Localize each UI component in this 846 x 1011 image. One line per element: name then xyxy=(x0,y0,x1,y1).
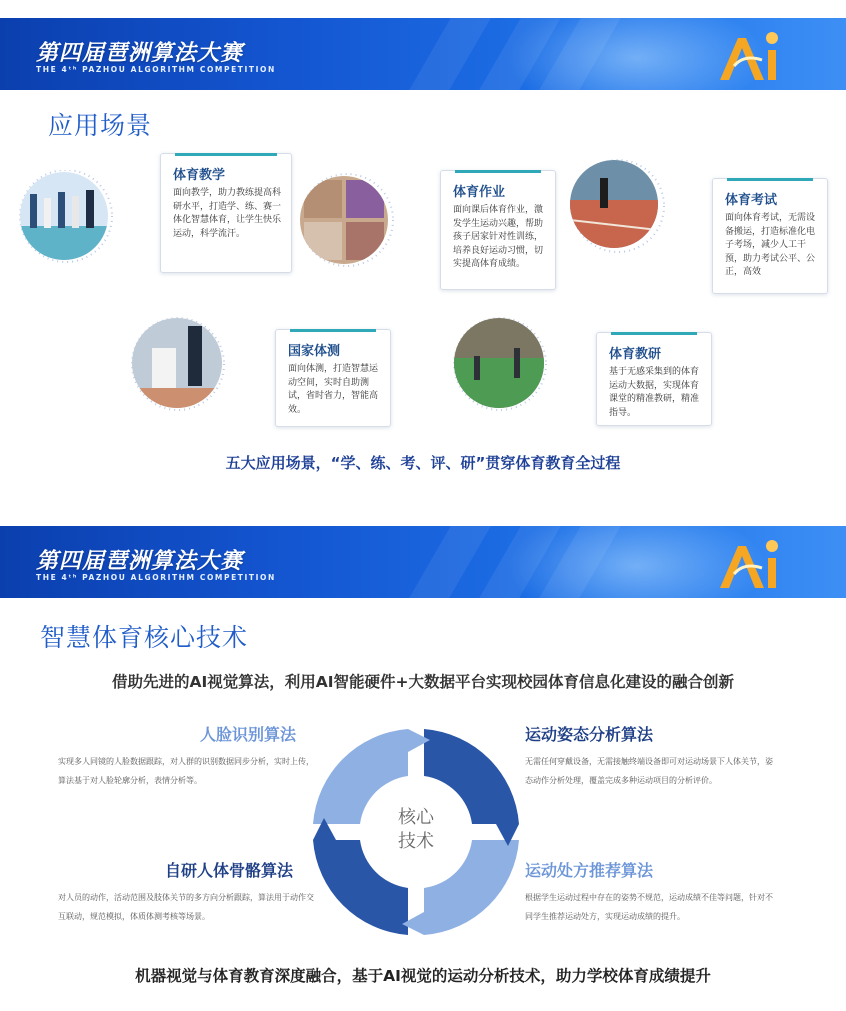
card-sports-homework xyxy=(440,170,556,290)
tech-text-exercise-prescription: 根据学生运动过程中存在的姿势不规范，运动成绩不佳等问题，针对不同学生推荐运动处方，实现运动成绩的提升。 xyxy=(525,893,773,921)
card-title: 国家体测 xyxy=(288,344,341,359)
slide-application-scenarios xyxy=(0,0,846,500)
center-label-line1: 核心 xyxy=(398,807,434,828)
card-sports-research xyxy=(596,332,712,426)
tech-title-exercise-prescription: 运动处方推荐算法 xyxy=(525,861,654,880)
competition-subtitle: THE 4ᵗʰ PAZHOU ALGORITHM COMPETITION xyxy=(36,573,276,582)
center-label-line2: 技术 xyxy=(398,831,434,852)
technology-summary: 机器视觉与体育教育深度融合，基于AI视觉的运动分析技术，助力学校体育成绩提升 xyxy=(135,967,711,985)
tech-title-skeleton: 自研人体骨骼算法 xyxy=(165,861,294,880)
ai-logo-icon xyxy=(714,24,784,86)
card-sports-exam xyxy=(712,178,828,294)
tech-title-pose-analysis: 运动姿态分析算法 xyxy=(525,725,654,744)
section-title: 智慧体育核心技术 xyxy=(40,623,249,652)
card-sports-teaching xyxy=(160,153,292,273)
card-text: 面向教学，助力教练提高科研水平，打造学、练、赛一体化智慧体育，让学生快乐运动，科学流汗。 xyxy=(173,188,282,239)
header-banner xyxy=(0,18,846,90)
ring-segment-bottom-right xyxy=(424,840,519,935)
tech-text-face-recognition: 实现多人同镜的人脸数据跟踪，对人群的识别数据同步分析，实时上传，算法基于对人脸轮廓分析，表情分析等。 xyxy=(58,757,314,785)
photo-national-fitness-test xyxy=(132,318,222,408)
ai-logo-icon xyxy=(714,532,784,594)
competition-title: 第四届琶洲算法大赛 xyxy=(36,549,244,574)
card-title: 体育考试 xyxy=(725,193,778,208)
ring-center-label xyxy=(386,806,446,854)
photo-home-exercise xyxy=(300,176,388,264)
slide-core-technology xyxy=(0,508,846,1011)
card-title: 体育作业 xyxy=(453,185,506,200)
card-title: 体育教学 xyxy=(173,168,226,183)
photo-outdoor-research xyxy=(454,318,544,408)
card-text: 面向体测，打造智慧运动空间，实时自助测试，省时省力，智能高效。 xyxy=(288,364,379,415)
competition-title: 第四届琶洲算法大赛 xyxy=(36,41,244,66)
photo-classroom-training xyxy=(20,172,108,260)
header-banner xyxy=(0,526,846,598)
section-subtitle: 借助先进的AI视觉算法，利用AI智能硬件+大数据平台实现校园体育信息化建设的融合创新 xyxy=(111,673,735,691)
tech-text-pose-analysis: 无需任何穿戴设备，无需接触终端设备即可对运动场景下人体关节，姿态动作分析处理，覆盖完成多种运动项目的分析评价。 xyxy=(525,757,773,785)
card-text: 基于无感采集到的体育运动大数据，实现体育课堂的精准教研，精准指导。 xyxy=(609,367,700,418)
card-national-fitness-test xyxy=(275,329,391,427)
ring-segment-bottom-left xyxy=(313,840,408,935)
section-title: 应用场景 xyxy=(48,111,153,140)
card-text: 面向体育考试，无需设备搬运，打造标准化电子考场，减少人工干预，助力考试公平、公正，高效 xyxy=(725,213,816,277)
scenarios-summary: 五大应用场景，“学、练、考、评、研”贯穿体育教育全过程 xyxy=(225,454,621,472)
competition-subtitle: THE 4ᵗʰ PAZHOU ALGORITHM COMPETITION xyxy=(36,65,276,74)
card-title: 体育教研 xyxy=(609,347,662,362)
tech-text-skeleton: 对人员的动作，活动范围及肢体关节的多方向分析跟踪，算法用于动作交互联动，规范模拟，体质体测考核等场景。 xyxy=(58,893,314,921)
photo-track-exam xyxy=(570,160,658,248)
card-text: 面向课后体育作业，激发学生运动兴趣，帮助孩子居家针对性训练，培养良好运动习惯，切实提高体育成绩。 xyxy=(453,205,544,269)
tech-title-face-recognition: 人脸识别算法 xyxy=(200,725,297,744)
